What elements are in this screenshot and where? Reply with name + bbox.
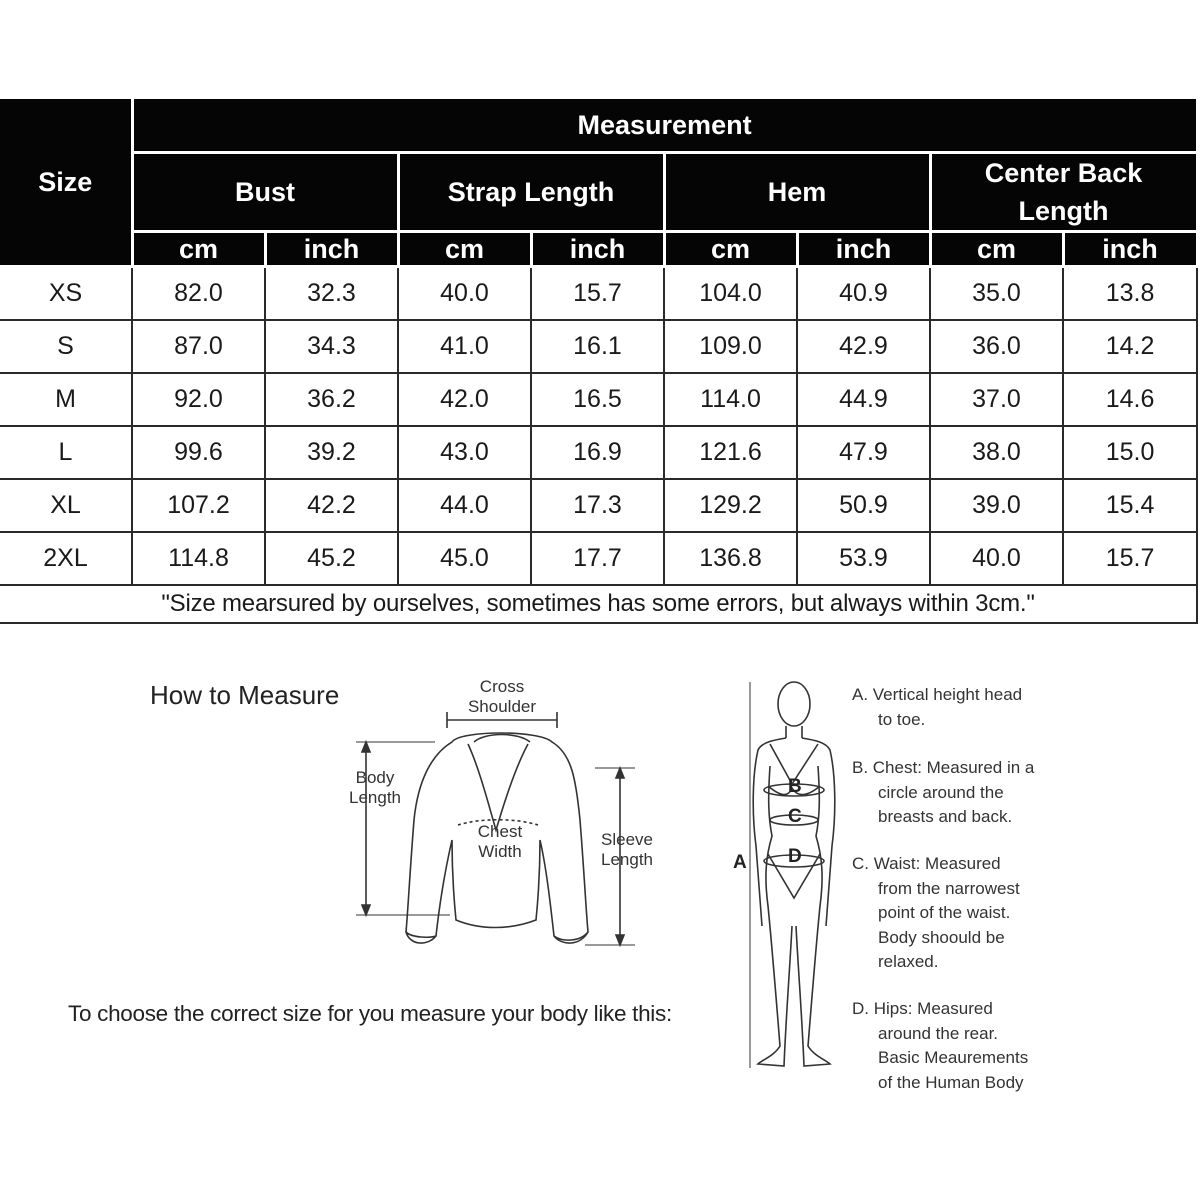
size-chart-table [0, 96, 1199, 624]
value-cell: 114.8 [132, 532, 265, 585]
size-column-header: Size [0, 98, 132, 267]
value-cell: 92.0 [132, 373, 265, 426]
value-cell: 107.2 [132, 479, 265, 532]
unit-header: cm [132, 232, 265, 267]
how-to-measure-title: How to Measure [150, 680, 340, 710]
value-cell: 39.0 [930, 479, 1063, 532]
size-rows [0, 267, 1197, 624]
value-cell: 42.2 [265, 479, 398, 532]
value-cell: 44.9 [797, 373, 930, 426]
figure-letter-d: D [788, 846, 802, 867]
unit-header: inch [1063, 232, 1197, 267]
group-header-center-back-length: Center Back Length [930, 153, 1197, 232]
value-cell: 44.0 [398, 479, 531, 532]
value-cell: 53.9 [797, 532, 930, 585]
table-row [0, 532, 1197, 585]
value-cell: 50.9 [797, 479, 930, 532]
value-cell: 47.9 [797, 426, 930, 479]
label-chest-width: Chest Width [477, 822, 523, 861]
value-cell: 45.2 [265, 532, 398, 585]
value-cell: 136.8 [664, 532, 797, 585]
value-cell: 42.9 [797, 320, 930, 373]
value-cell: 87.0 [132, 320, 265, 373]
value-cell: 13.8 [1063, 267, 1197, 321]
size-cell: XL [0, 479, 132, 532]
value-cell: 40.0 [398, 267, 531, 321]
value-cell: 35.0 [930, 267, 1063, 321]
value-cell: 36.2 [265, 373, 398, 426]
value-cell: 39.2 [265, 426, 398, 479]
figure-letter-c: C [788, 806, 802, 827]
value-cell: 15.4 [1063, 479, 1197, 532]
value-cell: 16.9 [531, 426, 664, 479]
description-c: C. Waist: Measured from the narrowest point of the waist. Body shoould be relaxed. [852, 854, 1020, 971]
table-row [0, 267, 1197, 321]
value-cell: 82.0 [132, 267, 265, 321]
description-b: B. Chest: Measured in a circle around the breasts and back. [852, 758, 1035, 826]
value-cell: 40.0 [930, 532, 1063, 585]
value-cell: 16.5 [531, 373, 664, 426]
value-cell: 43.0 [398, 426, 531, 479]
value-cell: 36.0 [930, 320, 1063, 373]
value-cell: 14.6 [1063, 373, 1197, 426]
value-cell: 42.0 [398, 373, 531, 426]
figure-letter-b: B [788, 776, 802, 797]
measurement-header: Measurement [132, 98, 1197, 153]
unit-header: cm [930, 232, 1063, 267]
value-cell: 34.3 [265, 320, 398, 373]
description-d: D. Hips: Measured around the rear. Basic Meaurements of the Human Body [852, 999, 1029, 1092]
group-header-strap-length: Strap Length [398, 153, 664, 232]
label-cross-shoulder: Cross Shoulder [467, 677, 537, 716]
value-cell: 104.0 [664, 267, 797, 321]
value-cell: 129.2 [664, 479, 797, 532]
value-cell: 15.7 [1063, 532, 1197, 585]
unit-header: inch [265, 232, 398, 267]
table-row [0, 426, 1197, 479]
size-cell: M [0, 373, 132, 426]
note-row [0, 585, 1197, 623]
table-row [0, 479, 1197, 532]
group-header-bust: Bust [132, 153, 398, 232]
value-cell: 37.0 [930, 373, 1063, 426]
unit-header: cm [398, 232, 531, 267]
size-cell: S [0, 320, 132, 373]
table-row [0, 373, 1197, 426]
size-note: "Size mearsured by ourselves, sometimes has some errors, but always within 3cm." [0, 585, 1197, 623]
table-row [0, 320, 1197, 373]
value-cell: 121.6 [664, 426, 797, 479]
size-cell: 2XL [0, 532, 132, 585]
group-header-hem: Hem [664, 153, 930, 232]
label-body-length: Body Length [349, 768, 401, 807]
size-cell: L [0, 426, 132, 479]
value-cell: 41.0 [398, 320, 531, 373]
value-cell: 32.3 [265, 267, 398, 321]
value-cell: 17.3 [531, 479, 664, 532]
instruction-text: To choose the correct size for you measure your body like this: [68, 1001, 672, 1026]
label-sleeve-length: Sleeve Length [601, 830, 653, 869]
value-cell: 109.0 [664, 320, 797, 373]
value-cell: 40.9 [797, 267, 930, 321]
value-cell: 45.0 [398, 532, 531, 585]
value-cell: 15.7 [531, 267, 664, 321]
size-cell: XS [0, 267, 132, 321]
value-cell: 99.6 [132, 426, 265, 479]
value-cell: 15.0 [1063, 426, 1197, 479]
unit-header: inch [531, 232, 664, 267]
body-figure-icon [740, 676, 850, 1076]
value-cell: 14.2 [1063, 320, 1197, 373]
unit-header: cm [664, 232, 797, 267]
value-cell: 16.1 [531, 320, 664, 373]
description-a: A. Vertical height head to toe. [852, 685, 1023, 729]
unit-header: inch [797, 232, 930, 267]
figure-letter-a: A [733, 852, 747, 873]
value-cell: 38.0 [930, 426, 1063, 479]
value-cell: 17.7 [531, 532, 664, 585]
value-cell: 114.0 [664, 373, 797, 426]
